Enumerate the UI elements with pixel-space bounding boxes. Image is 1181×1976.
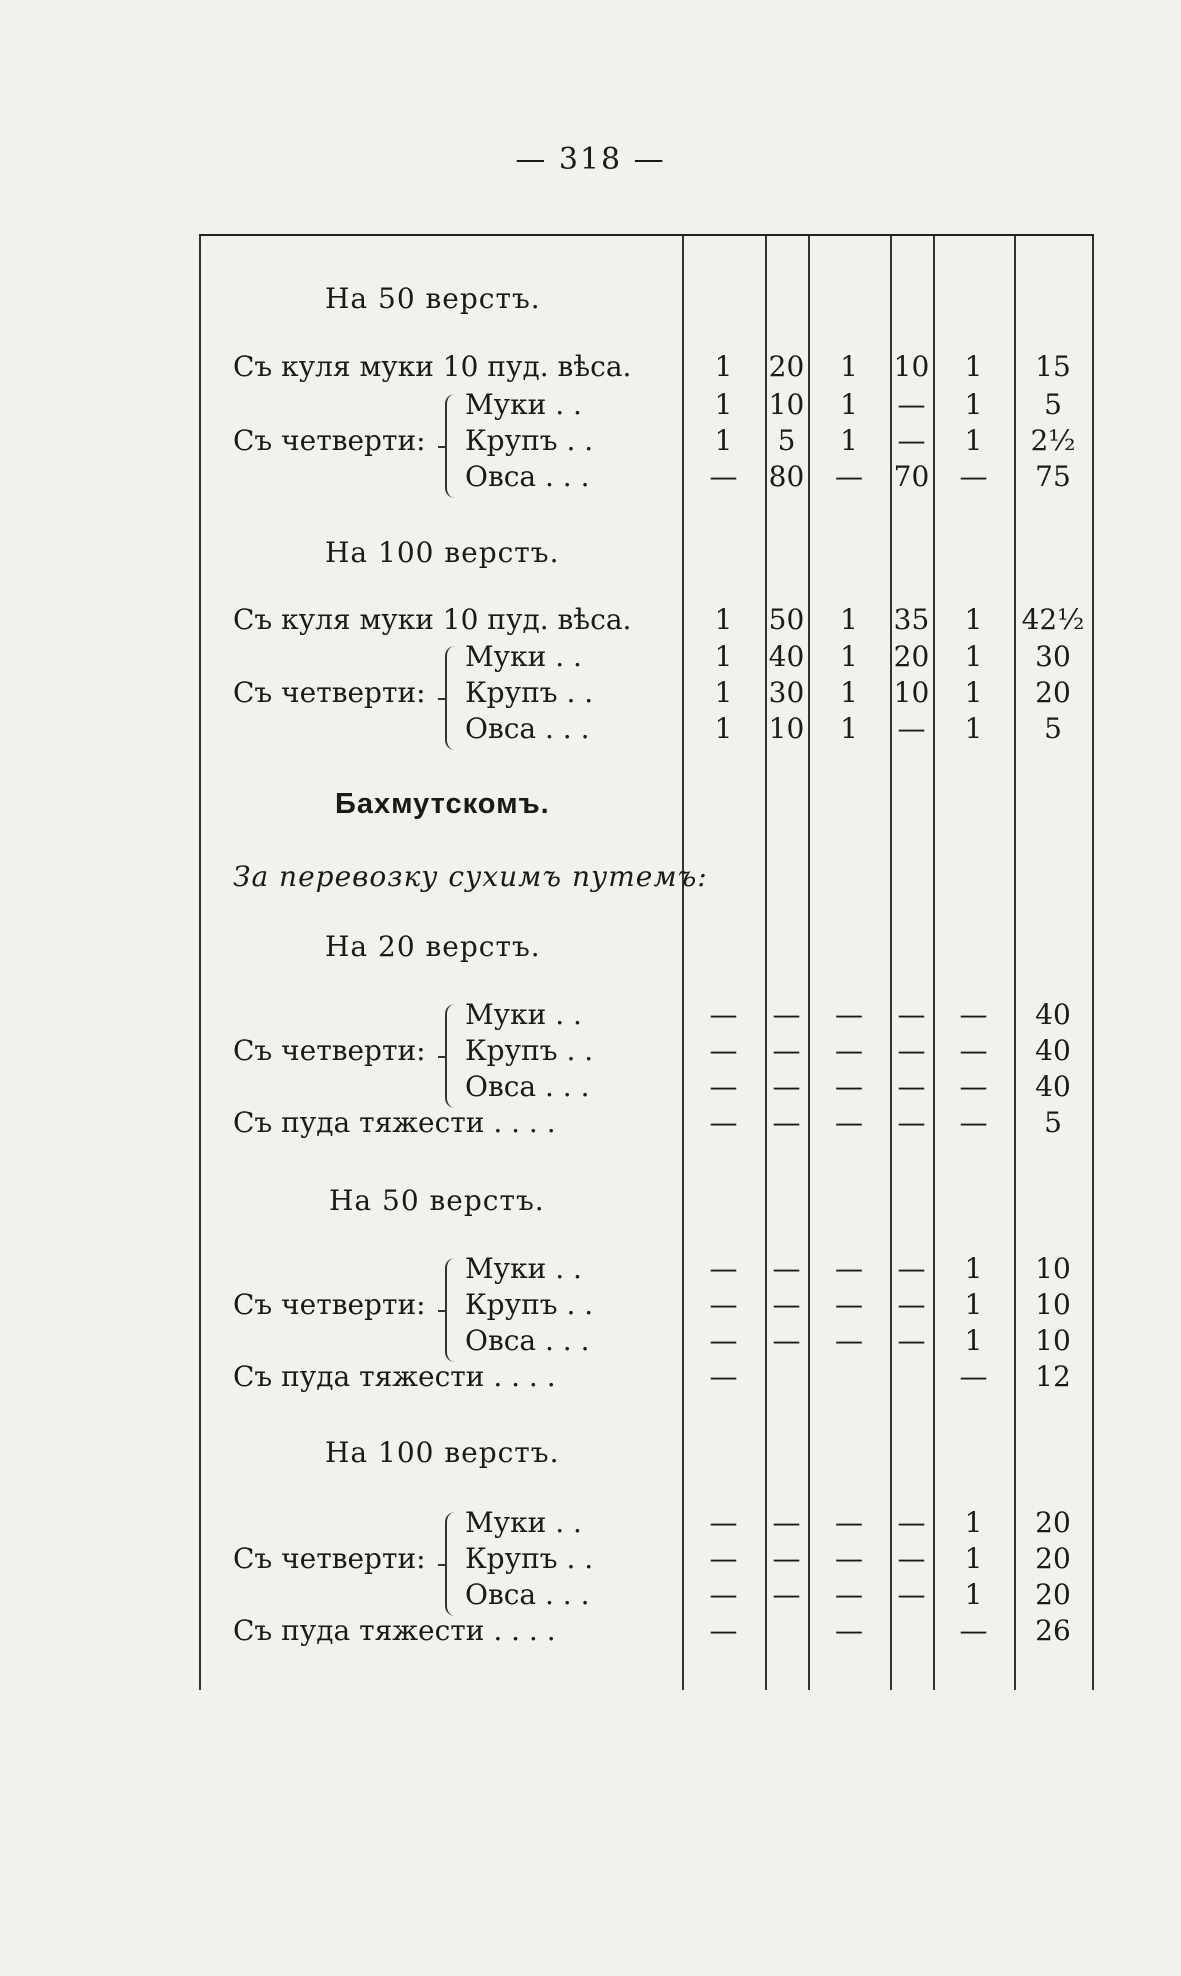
cell-kop-2 [890, 1612, 933, 1650]
cell-rub-1: 1 [714, 712, 733, 745]
cell-rub-2: — [835, 1542, 863, 1575]
cell-kop-1: — [772, 1106, 801, 1139]
row-label: Съ пуда тяжести . . . . [233, 1106, 556, 1139]
cell-kop-1: — [772, 1578, 801, 1611]
cell-rub-2: 1 [840, 388, 858, 421]
cell-kop-1 [765, 1358, 808, 1396]
cell-kop-3: 5 [1044, 1106, 1062, 1139]
row-label: Съ четверти: [233, 1288, 426, 1321]
tariff-table [199, 234, 1094, 1690]
cell-rub-3: 1 [964, 350, 983, 383]
cell-rub-1: — [709, 1070, 738, 1103]
table-row [199, 1068, 1094, 1106]
table-row [199, 1250, 1094, 1288]
cell-rub-3: 1 [964, 712, 983, 745]
cell-rub-1: — [709, 460, 738, 493]
table-row [199, 674, 1094, 712]
row-sublabel: Муки . . [465, 1252, 582, 1285]
cell-rub-2 [808, 1358, 890, 1396]
row-sublabel: Овса . . . [465, 1578, 590, 1611]
cell-rub-2: 1 [840, 603, 858, 636]
cell-rub-1: — [709, 1252, 738, 1285]
table-row [199, 458, 1094, 496]
cell-kop-3: 10 [1035, 1252, 1071, 1285]
cell-rub-1: 1 [714, 388, 733, 421]
cell-kop-3: 42½ [1021, 603, 1085, 636]
cell-kop-2: — [897, 712, 926, 745]
cell-kop-2: — [897, 424, 926, 457]
cell-rub-1: — [709, 1288, 738, 1321]
cell-kop-2 [890, 1358, 933, 1396]
cell-rub-2: 1 [840, 424, 858, 457]
row-sublabel: Крупъ . . [465, 1542, 594, 1575]
cell-kop-2: — [897, 1034, 926, 1067]
section-heading: На 50 верстъ. [325, 282, 541, 315]
district-heading: Бахмутскомъ. [335, 788, 550, 820]
cell-kop-1: 20 [768, 350, 805, 383]
row-sublabel: Крупъ . . [465, 1288, 594, 1321]
cell-rub-1: — [709, 1614, 738, 1647]
cell-kop-3: 40 [1035, 998, 1071, 1031]
transport-heading: За перевозку сухимъ путемъ: [233, 860, 708, 893]
section-heading: На 100 верстъ. [325, 1436, 560, 1469]
row-label: Съ куля муки 10 пуд. вѣса. [233, 603, 632, 636]
table-row [199, 1104, 1094, 1142]
row-label: Съ четверти: [233, 1034, 426, 1067]
section-heading: На 50 верстъ. [329, 1184, 545, 1217]
cell-kop-2: — [897, 1324, 926, 1357]
cell-rub-3: — [959, 998, 988, 1031]
cell-kop-3: 30 [1035, 640, 1071, 673]
cell-rub-2: — [835, 1614, 863, 1647]
cell-kop-3: 40 [1035, 1034, 1071, 1067]
cell-rub-3: — [959, 1360, 988, 1393]
cell-rub-2: — [835, 998, 863, 1031]
cell-kop-3: 20 [1035, 676, 1071, 709]
table-row [199, 348, 1094, 386]
cell-kop-1: — [772, 1034, 801, 1067]
cell-rub-2: — [835, 1288, 863, 1321]
row-label: Съ четверти: [233, 1542, 426, 1575]
cell-rub-3: — [959, 1034, 988, 1067]
row-sublabel: Крупъ . . [465, 1034, 594, 1067]
cell-kop-3: 5 [1044, 388, 1062, 421]
cell-kop-2: — [897, 388, 926, 421]
cell-kop-1: 30 [768, 676, 805, 709]
cell-rub-2: — [835, 1324, 863, 1357]
table-row [199, 422, 1094, 460]
cell-rub-2: — [835, 460, 863, 493]
cell-rub-2: 1 [840, 712, 858, 745]
cell-rub-1: — [709, 1360, 738, 1393]
cell-kop-1: 5 [777, 424, 796, 457]
cell-rub-2: — [835, 1506, 863, 1539]
cell-kop-1: — [772, 1252, 801, 1285]
cell-rub-3: 1 [964, 1578, 983, 1611]
cell-kop-2: 10 [893, 350, 930, 383]
cell-kop-1: 80 [768, 460, 805, 493]
row-sublabel: Овса . . . [465, 1324, 590, 1357]
row-sublabel: Крупъ . . [465, 676, 594, 709]
row-label: Съ куля муки 10 пуд. вѣса. [233, 350, 632, 383]
row-label: Съ пуда тяжести . . . . [233, 1614, 556, 1647]
cell-kop-2: — [897, 1578, 926, 1611]
cell-kop-2: — [897, 1106, 926, 1139]
cell-kop-3: 20 [1035, 1506, 1071, 1539]
table-row [199, 1286, 1094, 1324]
table-row [199, 1358, 1094, 1396]
cell-rub-2: 1 [840, 676, 858, 709]
page-number: — 318 — [515, 142, 666, 177]
cell-kop-2: 70 [893, 460, 930, 493]
cell-rub-3: 1 [964, 1542, 983, 1575]
cell-kop-3: 20 [1035, 1578, 1071, 1611]
row-sublabel: Муки . . [465, 640, 582, 673]
cell-kop-3: 10 [1035, 1324, 1071, 1357]
cell-kop-3: 15 [1035, 350, 1071, 383]
table-row [199, 1576, 1094, 1614]
cell-rub-1: — [709, 1034, 738, 1067]
cell-kop-2: — [897, 1288, 926, 1321]
cell-kop-2: 20 [893, 640, 930, 673]
cell-rub-2: — [835, 1252, 863, 1285]
cell-kop-2: 35 [893, 603, 930, 636]
row-sublabel: Крупъ . . [465, 424, 594, 457]
section-heading: На 20 верстъ. [325, 930, 541, 963]
cell-rub-1: — [709, 1578, 738, 1611]
cell-rub-2: — [835, 1578, 863, 1611]
table-row [199, 1504, 1094, 1542]
row-sublabel: Овса . . . [465, 712, 590, 745]
cell-kop-1: 10 [768, 388, 805, 421]
cell-kop-2: — [897, 1506, 926, 1539]
cell-rub-2: — [835, 1034, 863, 1067]
cell-rub-1: — [709, 1542, 738, 1575]
cell-kop-1: — [772, 1542, 801, 1575]
row-label: Съ пуда тяжести . . . . [233, 1360, 556, 1393]
cell-rub-3: — [959, 460, 988, 493]
cell-kop-1: — [772, 1070, 801, 1103]
table-row [199, 996, 1094, 1034]
cell-kop-2: — [897, 1070, 926, 1103]
cell-kop-3: 26 [1035, 1614, 1071, 1647]
cell-rub-3: 1 [964, 1252, 983, 1285]
cell-kop-1: 40 [768, 640, 805, 673]
cell-kop-1: — [772, 1288, 801, 1321]
row-sublabel: Овса . . . [465, 460, 590, 493]
cell-rub-2: 1 [840, 640, 858, 673]
table-row [199, 1540, 1094, 1578]
cell-rub-3: — [959, 1614, 988, 1647]
cell-kop-3: 5 [1044, 712, 1062, 745]
row-sublabel: Муки . . [465, 388, 582, 421]
cell-rub-1: 1 [714, 640, 733, 673]
table-row [199, 1322, 1094, 1360]
cell-rub-1: — [709, 1324, 738, 1357]
cell-kop-1: 10 [768, 712, 805, 745]
cell-rub-1: 1 [714, 424, 733, 457]
cell-kop-3: 75 [1035, 460, 1071, 493]
cell-kop-2: — [897, 1252, 926, 1285]
cell-kop-3: 10 [1035, 1288, 1071, 1321]
table-row [199, 386, 1094, 424]
cell-rub-3: 1 [964, 424, 983, 457]
cell-rub-1: 1 [714, 603, 733, 636]
cell-rub-1: — [709, 1106, 738, 1139]
table-row [199, 1612, 1094, 1650]
cell-rub-3: 1 [964, 676, 983, 709]
cell-kop-2: — [897, 998, 926, 1031]
cell-rub-3: 1 [964, 603, 983, 636]
table-row [199, 601, 1094, 639]
cell-rub-1: — [709, 1506, 738, 1539]
cell-kop-3: 12 [1035, 1360, 1071, 1393]
row-sublabel: Муки . . [465, 998, 582, 1031]
cell-rub-3: 1 [964, 1288, 983, 1321]
cell-rub-3: 1 [964, 1324, 983, 1357]
row-label: Съ четверти: [233, 676, 426, 709]
row-sublabel: Овса . . . [465, 1070, 590, 1103]
table-row [199, 1032, 1094, 1070]
cell-kop-1: — [772, 998, 801, 1031]
cell-rub-3: — [959, 1070, 988, 1103]
cell-kop-2: — [897, 1542, 926, 1575]
cell-rub-1: 1 [714, 350, 733, 383]
cell-kop-1 [765, 1612, 808, 1650]
row-label: Съ четверти: [233, 424, 426, 457]
table-row [199, 710, 1094, 748]
cell-rub-1: 1 [714, 676, 733, 709]
cell-kop-1: — [772, 1506, 801, 1539]
cell-kop-3: 20 [1035, 1542, 1071, 1575]
table-row [199, 638, 1094, 676]
cell-rub-1: — [709, 998, 738, 1031]
section-heading: На 100 верстъ. [325, 536, 560, 569]
cell-kop-2: 10 [893, 676, 930, 709]
cell-rub-3: — [959, 1106, 988, 1139]
cell-kop-1: — [772, 1324, 801, 1357]
cell-rub-3: 1 [964, 1506, 983, 1539]
cell-kop-3: 2½ [1030, 424, 1076, 457]
cell-rub-3: 1 [964, 640, 983, 673]
cell-kop-1: 50 [768, 603, 805, 636]
cell-rub-2: — [835, 1106, 863, 1139]
cell-rub-2: — [835, 1070, 863, 1103]
cell-kop-3: 40 [1035, 1070, 1071, 1103]
cell-rub-2: 1 [840, 350, 858, 383]
row-sublabel: Муки . . [465, 1506, 582, 1539]
cell-rub-3: 1 [964, 388, 983, 421]
